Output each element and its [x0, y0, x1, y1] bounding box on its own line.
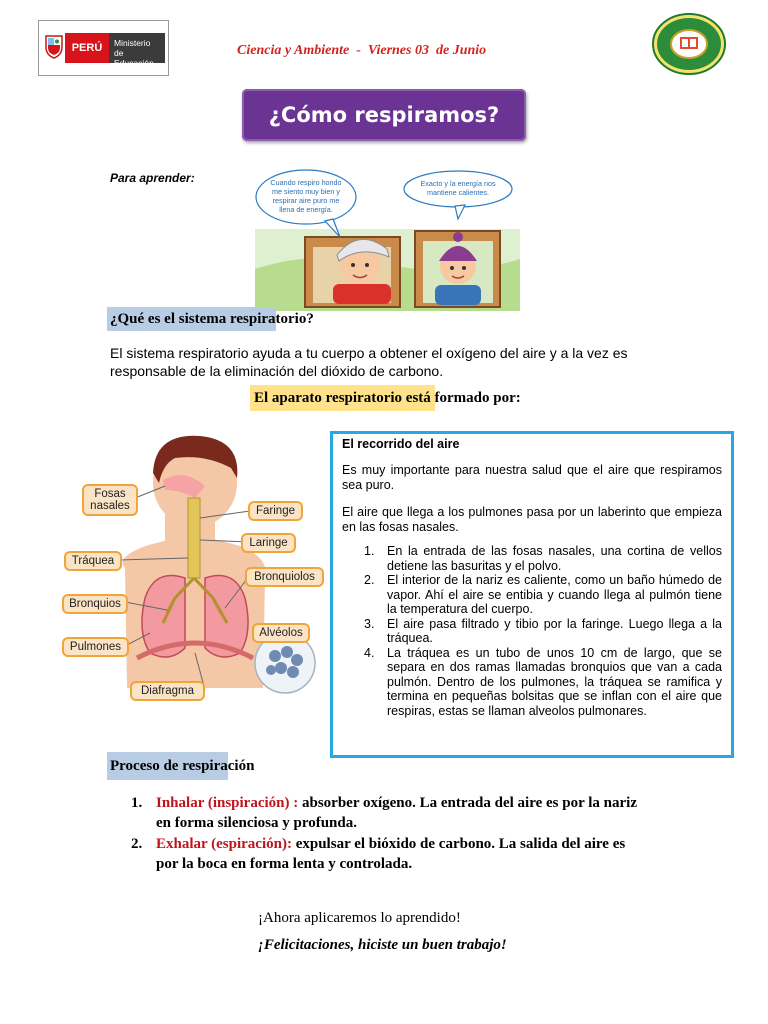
section-heading-sistema: [107, 311, 314, 328]
logo-ministry-line2: de Educación: [114, 48, 154, 68]
definition-paragraph: El sistema respiratorio ayuda a tu cuerpo a obtener el oxígeno del aire y a la vez es responsable de la eliminación del dióxido de carbono.: [110, 345, 628, 379]
bubble-left-line3: respirar aire puro me: [272, 196, 340, 205]
list-item: [342, 544, 722, 573]
bubble-left-line4: llena de energía.: [279, 205, 333, 214]
label-laringe: Laringe: [241, 533, 296, 553]
bubble-right-line1: Exacto y la energía nos: [420, 179, 496, 188]
heading-rest: formado por:: [434, 390, 521, 406]
header-title: Ciencia y Ambiente - Viernes 03 de Junio: [237, 43, 487, 58]
label-bronquios: Bronquios: [62, 594, 128, 614]
intro-label: Para aprender:: [110, 171, 195, 185]
label-bronquiolos: Bronquiolos: [245, 567, 324, 587]
step-text: expulsar el bióxido de carbono. La salida del aire es por la boca en forma lenta y controlada.: [156, 836, 626, 872]
step-exhalar: [131, 834, 651, 874]
step-inhalar: [131, 793, 651, 833]
label-fosas-nasales: Fosas nasales: [82, 484, 138, 516]
breathing-steps-list: [131, 793, 651, 875]
list-number: 1.: [364, 544, 375, 558]
air-box-paragraph-1: Es muy importante para nuestra salud que el aire que respiramos sea puro.: [342, 463, 722, 492]
list-text: El aire pasa filtrado y tibio por la faringe. Luego llega a la tráquea.: [387, 616, 722, 645]
step-term: Inhalar (inspiración) :: [156, 795, 299, 811]
air-route-list: [342, 544, 722, 718]
comic-illustration: [255, 169, 520, 311]
step-term: Exhalar (espiración):: [156, 836, 292, 852]
label-traquea: Tráquea: [64, 551, 122, 571]
list-item: [342, 617, 722, 646]
label-alveolos: Alvéolos: [252, 623, 310, 643]
step-number: 1.: [131, 795, 143, 811]
air-box-title: El recorrido del aire: [342, 437, 460, 451]
heading-highlight: Proceso de respira: [107, 752, 228, 780]
list-text: El interior de la nariz es caliente, como un baño húmedo de vapor. Ahí el aire se entibia y cuando llega al pulmón tiene la temperatura del cuerpo.: [387, 573, 722, 616]
label-faringe: Faringe: [248, 501, 303, 521]
ministry-logo: [38, 20, 169, 76]
respiratory-system-diagram: [45, 428, 330, 713]
bubble-left-line2: me siento muy bien y: [272, 187, 340, 196]
label-pulmones: Pulmones: [62, 637, 129, 657]
list-number: 3.: [364, 616, 375, 631]
logo-ministry-line1: Ministerio: [114, 38, 151, 48]
heading-rest: torio?: [275, 311, 314, 327]
page-title-banner: ¿Cómo respiramos?: [242, 89, 526, 141]
list-number: 4.: [364, 645, 375, 660]
list-item: [342, 573, 722, 617]
list-number: 2.: [364, 573, 375, 587]
bubble-right-line2: mantiene calientes.: [427, 188, 489, 197]
closing-line-1: ¡Ahora aplicaremos lo aprendido!: [258, 910, 461, 926]
coat-of-arms-icon: [43, 33, 65, 59]
logo-ministry: [109, 33, 165, 68]
step-text: absorber oxígeno. La entrada del aire es por la nariz en forma silenciosa y profunda.: [156, 795, 637, 831]
school-badge-icon: [652, 13, 726, 75]
label-diafragma: Diafragma: [130, 681, 205, 701]
list-text: En la entrada de las fosas nasales, una cortina de vellos detiene las basuritas y el polvo.: [387, 544, 722, 573]
closing-line-2: ¡Felicitaciones, hiciste un buen trabajo!: [258, 937, 507, 953]
list-item: [342, 646, 722, 719]
bubble-left-line1: Cuando respiro hondo: [270, 178, 342, 187]
heading-highlight: ¿Qué es el sistema respira: [107, 307, 276, 331]
air-box-paragraph-2: El aire que llega a los pulmones pasa por un laberinto que empieza en las fosas nasales.: [342, 505, 722, 534]
heading-rest: ción: [227, 758, 255, 774]
section-heading-proceso: [107, 758, 254, 775]
heading-highlight: El aparato respiratorio está: [250, 385, 435, 411]
section-heading-aparato: [250, 390, 521, 407]
list-text: La tráquea es un tubo de unos 10 cm de largo, que se separa en dos ramas llamadas bronquios que van a cada pulmón. Dentro de los pulmones, la tráquea se ramifica y termina en pequeñas bolsitas que se inflan con el aire que respiras, estas se llaman alveolos pulmonares.: [387, 645, 722, 718]
logo-country: PERÚ: [65, 33, 109, 63]
step-number: 2.: [131, 836, 143, 852]
